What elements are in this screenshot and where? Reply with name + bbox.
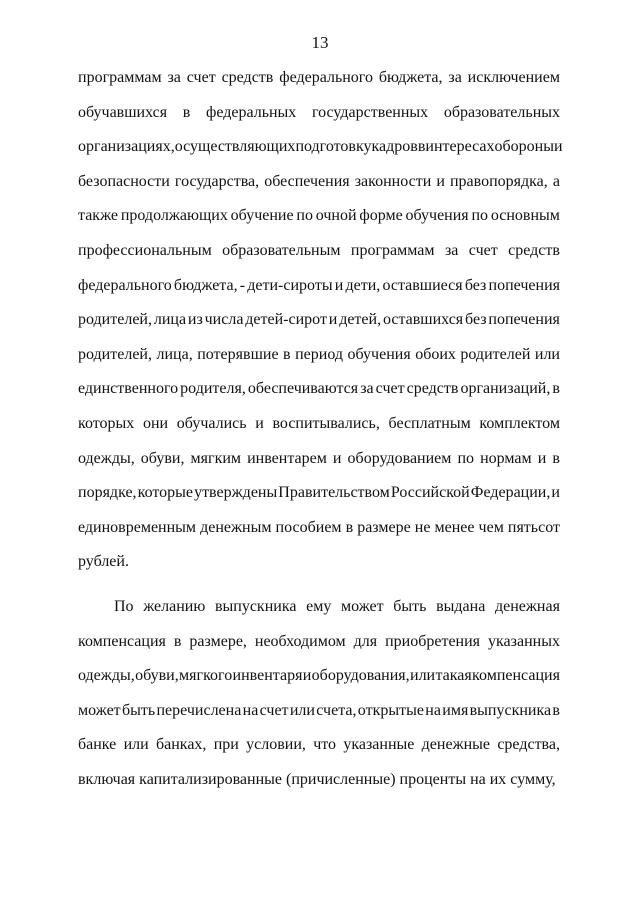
text-line: одежды, обуви, мягкого инвентаря и оборудования, или такая компенсация xyxy=(78,667,560,685)
page-number: 13 xyxy=(311,33,329,52)
text-line: компенсация в размере, необходимом для приобретения указанных xyxy=(78,632,560,650)
text-line: банке или банках, при условии, что указанные денежные средства, xyxy=(78,736,560,754)
text-line: программам за счет средств федерального бюджета, за исключением xyxy=(78,69,560,86)
text-line: также продолжающих обучение по очной форме обучения по основным xyxy=(78,207,560,225)
text-line: родителей, лица из числа детей-сирот и детей, оставшихся без попечения xyxy=(78,311,560,329)
text-line: единовременным денежным пособием в размере не менее чем пятьсот xyxy=(78,518,560,536)
paragraph-2 xyxy=(78,595,560,803)
text-line: включая капитализированные (причисленные) проценты на их сумму, xyxy=(78,770,556,788)
text-line: порядке, которые утверждены Правительством Российской Федерации, и xyxy=(78,484,560,502)
paragraph-1 xyxy=(78,66,563,585)
text-line: родителей, лица, потерявшие в период обучения обоих родителей или xyxy=(78,345,560,363)
text-line: федерального бюджета, - дети-сироты и дети, оставшиеся без попечения xyxy=(78,276,560,294)
text-line: рублей. xyxy=(78,553,129,571)
text-line: профессиональным образовательным программам за счет средств xyxy=(78,241,560,259)
text-line: По желанию выпускника ему может быть выдана денежная xyxy=(114,597,560,615)
text-line: единственного родителя, обеспечиваются за счет средств организаций, в xyxy=(78,380,560,398)
text-line: безопасности государства, обеспечения законности и правопорядка, а xyxy=(78,172,560,190)
text-line: может быть перечислена на счет или счета, открытые на имя выпускника в xyxy=(78,701,560,719)
paragraph-gap xyxy=(78,585,560,595)
text-line: организациях, осуществляющих подготовку кадров в интересах обороны и xyxy=(78,138,563,156)
text-line: одежды, обуви, мягким инвентарем и оборудованием по нормам и в xyxy=(78,449,560,467)
text-line: которых они обучались и воспитывались, бесплатным комплектом xyxy=(78,414,560,432)
text-line: обучавшихся в федеральных государственных образовательных xyxy=(78,103,560,121)
document-body xyxy=(78,66,563,802)
